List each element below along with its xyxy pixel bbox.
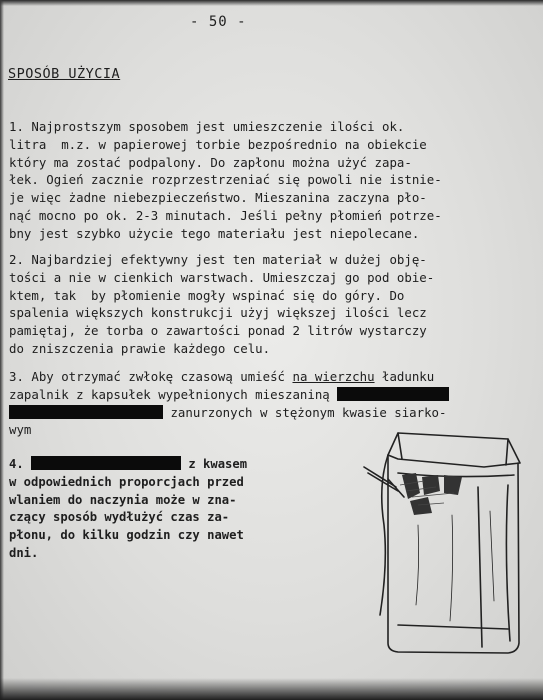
text-line: płonu, do kilku godzin czy nawet	[9, 528, 244, 543]
text-line: pamiętaj, że torba o zawartości ponad 2 litrów wystarczy	[9, 323, 427, 339]
text-line: łek. Ogień zacznie rozprzestrzeniać się powoli nie istnie-	[9, 172, 442, 188]
scan-edge-left	[0, 0, 4, 700]
redaction-bar	[337, 387, 449, 401]
text-segment: 3. Aby otrzymać zwłokę czasową umieść	[9, 369, 293, 384]
text-line: 2. Najbardziej efektywny jest ten materiał w dużej obję-	[9, 252, 427, 267]
underlined-text: na wierzchu	[292, 369, 375, 384]
text-line: czący sposób wydłużyć czas za-	[9, 510, 230, 525]
text-line	[9, 368, 449, 386]
text-line: do zniszczenia prawie każdego celu.	[9, 340, 271, 356]
page-number: - 50 -	[190, 14, 247, 30]
text-line: litra m.z. w papierowej torbie bezpośrednio na obiekcie	[9, 136, 427, 152]
text-line: dni.	[9, 545, 39, 560]
paragraph-2	[9, 251, 434, 358]
text-line: 1. Najprostszym sposobem jest umieszczenie ilości ok.	[9, 119, 405, 134]
paragraph-4	[9, 456, 247, 563]
paragraph-1	[9, 118, 442, 243]
text-segment: 4.	[9, 457, 32, 471]
text-line: je więc żadne niebezpieczeństwo. Mieszanina zaczyna pło-	[9, 190, 427, 206]
text-segment: zanurzonych w stężonym kwasie siarko-	[163, 404, 447, 420]
scan-edge-top	[0, 0, 543, 6]
text-line: wym	[9, 422, 32, 438]
scan-edge-bottom	[0, 678, 543, 700]
text-line: ktem, tak by płomienie mogły wspinać się do góry. Do	[9, 287, 405, 303]
text-line: w odpowiednich proporcjach przed	[9, 474, 244, 489]
paper-bag-illustration	[358, 415, 530, 665]
text-line: spalenia większych konstrukcji użyj większej ilości lecz	[9, 305, 427, 321]
redaction-bar	[9, 405, 163, 419]
text-line	[9, 456, 247, 474]
text-segment: zapalnik z kapsułek wypełnionych mieszaniną	[9, 386, 338, 402]
text-line: tości a nie w cienkich warstwach. Umieszczaj go pod obie-	[9, 269, 435, 285]
text-line: który ma zostać podpalony. Do zapłonu można użyć zapa-	[9, 154, 412, 170]
text-segment: z kwasem	[181, 457, 248, 471]
section-heading: SPOSÓB UŻYCIA	[8, 66, 121, 82]
text-line: bny jest szybko użycie tego materiału jest niepolecane.	[9, 225, 420, 241]
text-line: wlaniem do naczynia może w zna-	[9, 492, 237, 507]
text-segment: ładunku	[374, 369, 435, 384]
redaction-bar	[31, 456, 181, 470]
text-line	[9, 386, 449, 404]
text-line: nąć mocno po ok. 2-3 minutach. Jeśli pełny płomień potrze-	[9, 207, 442, 223]
